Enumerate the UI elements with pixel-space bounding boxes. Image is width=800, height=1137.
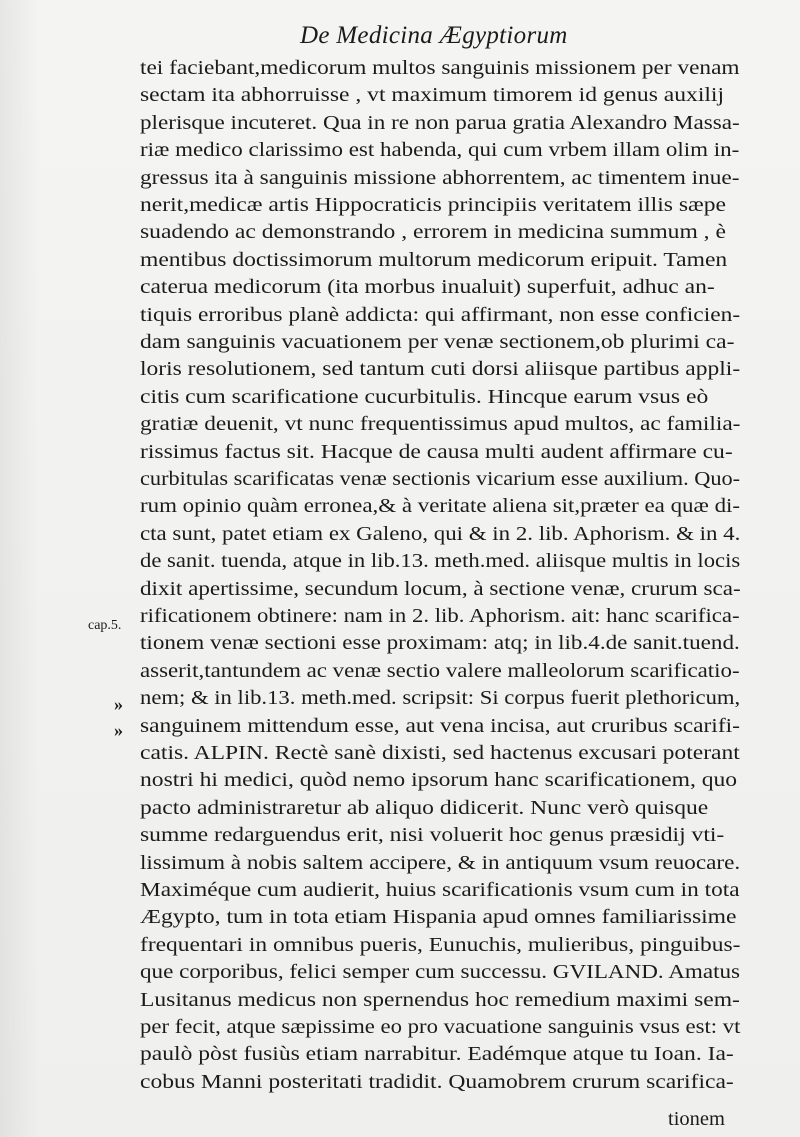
text-line: dam sanguinis vacuationem per venæ sectionem,ob plurimi ca- <box>140 331 735 353</box>
margin-quote: » <box>114 694 123 714</box>
margin-note: cap.5. <box>88 618 122 633</box>
text-line: lissimum à nobis saltem accipere, & in antiquum vsum reuocare. <box>140 851 741 874</box>
text-line: Maximéque cum audierit, huius scarificationis vsum cum in tota <box>140 879 740 901</box>
text-line: rum opinio quàm erronea,& à veritate aliena sit,præter ea quæ di- <box>140 495 741 518</box>
text-line: tiquis erroribus planè addicta: qui affirmant, non esse conficien- <box>140 303 741 326</box>
text-line: nostri hi medici, quòd nemo ipsorum hanc scarificationem, quo <box>140 769 738 792</box>
text-line: cta sunt, patet etiam ex Galeno, qui & in 2. lib. Aphorism. & in 4. <box>140 522 741 545</box>
text-line: sectam ita abhorruisse , vt maximum timorem id genus auxilij <box>140 84 725 107</box>
margin-quote: » <box>114 720 123 740</box>
running-header: De Medicina Ægyptiorum <box>300 22 568 49</box>
text-line: sanguinem mittendum esse, aut vena incisa, aut cruribus scarifi- <box>140 714 740 737</box>
text-line: caterua medicorum (ita morbus inualuit) superfuit, adhuc an- <box>140 276 715 299</box>
text-line: frequentari in omnibus pueris, Eunuchis, mulieribus, pinguibus- <box>140 933 741 956</box>
text-line: gratiæ deuenit, vt nunc frequentissimus apud multos, ac familia- <box>140 413 741 436</box>
text-line: per fecit, atque sæpissime eo pro vacuatione sanguinis vsus est: vt <box>140 1016 741 1038</box>
text-line: suadendo ac demonstrando , errorem in medicina summum , è <box>140 221 726 244</box>
text-line: citis cum scarificatione cucurbitulis. Hincque earum vsus eò <box>140 385 709 408</box>
text-line: paulò pòst fusiùs etiam narrabitur. Eadémque atque tu Ioan. Ia- <box>140 1043 734 1066</box>
text-line: asserit,tantundem ac venæ sectio valere malleolorum scarificatio- <box>140 659 740 682</box>
text-line: de sanit. tuenda, atque in lib.13. meth.med. aliisque multis in locis <box>140 550 741 573</box>
text-line: cobus Manni posteritati tradidit. Quamobrem crurum scarifica- <box>140 1070 734 1093</box>
text-line: mentibus doctissimorum multorum medicorum eripuit. Tamen <box>140 248 728 271</box>
text-line: summe redarguendus erit, nisi voluerit hoc genus præsidij vti- <box>140 824 725 847</box>
text-line: rissimus factus sit. Hacque de causa multi audent affirmare cu- <box>140 440 733 463</box>
text-line: loris resolutionem, sed tantum cuti dorsi aliisque partibus appli- <box>140 358 741 381</box>
text-line: plerisque incuteret. Qua in re non parua gratia Alexandro Massa- <box>140 111 740 134</box>
text-line: riæ medico clarissimo est habenda, qui cum vrbem illam olim in- <box>140 139 740 162</box>
text-line: nem; & in lib.13. meth.med. scripsit: Si corpus fuerit plethoricum, <box>140 687 741 710</box>
text-line: pacto administraretur ab aliquo didicerit. Nunc verò quisque <box>140 796 709 819</box>
text-line: rificationem obtinere: nam in 2. lib. Aphorism. ait: hanc scarifica- <box>140 605 740 627</box>
catchword: tionem <box>668 1108 725 1130</box>
text-line: catis. ALPIN. Rectè sanè dixisti, sed hactenus excusari poterant <box>140 742 740 764</box>
text-line: tionem venæ sectioni esse proximam: atq; in lib.4.de sanit.tuend. <box>140 632 740 655</box>
text-line: gressus ita à sanguinis missione abhorrentem, ac timentem inue- <box>140 166 740 189</box>
text-line: Ægypto, tum in tota etiam Hispania apud omnes familiarissime <box>140 906 737 929</box>
text-line: dixit apertissime, secundum locum, à sectione venæ, crurum sca- <box>140 577 741 600</box>
text-line: curbitulas scarificatas venæ sectionis vicarium esse auxilium. Quo- <box>140 468 741 490</box>
text-line: que corporibus, felici semper cum successu. GVILAND. Amatus <box>140 961 741 984</box>
text-line: Lusitanus medicus non spernendus hoc remedium maximi sem- <box>140 988 740 1011</box>
text-line: tei faciebant,medicorum multos sanguinis missionem per venam <box>140 57 740 79</box>
text-line: nerit,medicæ artis Hippocraticis principiis veritatem illis sæpe <box>140 194 726 216</box>
